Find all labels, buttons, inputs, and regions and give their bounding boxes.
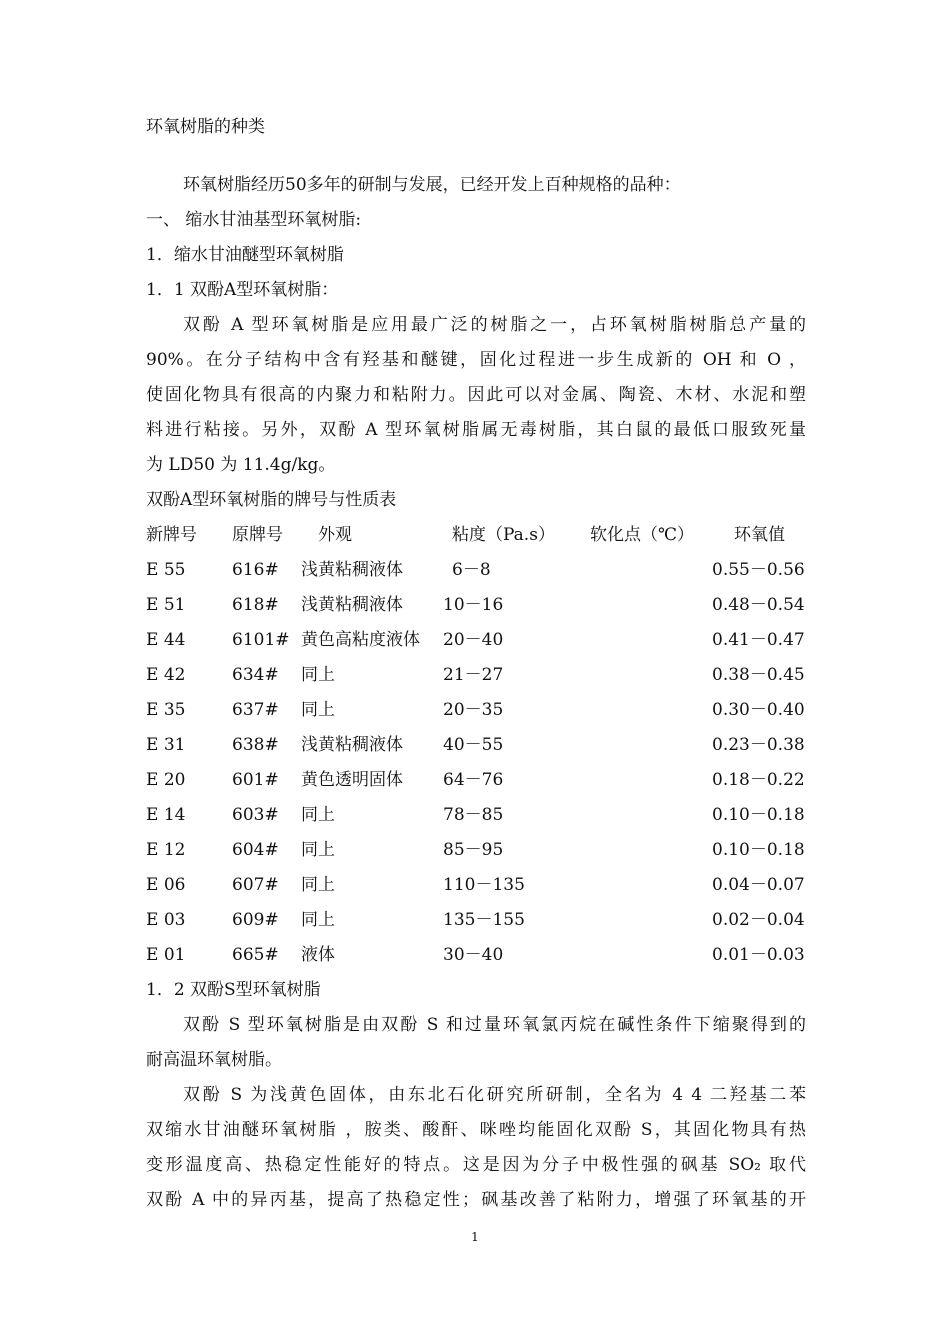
header-cell: 外观 [318, 525, 352, 545]
table-cell: 同上 [301, 875, 335, 895]
table-cell: 135－155 [443, 910, 525, 930]
table-cell: 609# [232, 910, 279, 930]
table-cell: 21－27 [443, 665, 504, 685]
table-row [146, 874, 806, 896]
header-cell: 原牌号 [232, 525, 283, 545]
table-cell: E 55 [146, 560, 186, 580]
table-cell: 0.01－0.03 [712, 945, 805, 965]
table-cell: 同上 [301, 805, 335, 825]
paragraph-line: 双酚 S 为浅黄色固体，由东北石化研究所研制，全名为 4 4 二羟基二苯 [183, 1085, 806, 1105]
table-cell: 6101# [232, 630, 290, 650]
paragraph-line: 耐高温环氧树脂。 [146, 1050, 282, 1070]
table-row [146, 944, 806, 966]
table-caption: 双酚A型环氧树脂的牌号与性质表 [146, 490, 397, 510]
table-cell: 同上 [301, 665, 335, 685]
paragraph-line: 为 LD50 为 11.4g/kg。 [146, 455, 336, 475]
table-cell: 0.18－0.22 [712, 770, 805, 790]
table-cell: 10－16 [443, 595, 504, 615]
table-cell: 78－85 [443, 805, 504, 825]
table-cell: 85－95 [443, 840, 504, 860]
table-cell: 618# [232, 595, 279, 615]
table-cell: 0.02－0.04 [712, 910, 805, 930]
table-cell: 665# [232, 945, 279, 965]
table-cell: E 20 [146, 770, 186, 790]
paragraph-line: 料进行粘接。另外，双酚 A 型环氧树脂属无毒树脂，其白鼠的最低口服致死量 [146, 420, 806, 440]
subsection-heading: 1．缩水甘油醚型环氧树脂 [146, 245, 344, 265]
table-cell: 同上 [301, 910, 335, 930]
table-row [146, 839, 806, 861]
paragraph-line: 双酚 S 型环氧树脂是由双酚 S 和过量环氧氯丙烷在碱性条件下缩聚得到的 [183, 1015, 806, 1035]
table-cell: 浅黄粘稠液体 [301, 560, 403, 580]
table-cell: 同上 [301, 700, 335, 720]
table-cell: E 06 [146, 875, 186, 895]
table-row [146, 804, 806, 826]
table-cell: 604# [232, 840, 279, 860]
header-cell: 环氧值 [734, 525, 785, 545]
page-number: 1 [471, 1230, 479, 1244]
table-cell: 0.48－0.54 [712, 595, 805, 615]
intro-paragraph: 环氧树脂经历50多年的研制与发展，已经开发上百种规格的品种： [183, 175, 681, 195]
subsection-heading: 1．1 双酚A型环氧树脂： [146, 280, 339, 300]
table-cell: 64－76 [443, 770, 504, 790]
table-cell: 638# [232, 735, 279, 755]
table-row [146, 734, 806, 756]
table-cell: 0.23－0.38 [712, 735, 805, 755]
table-cell: 浅黄粘稠液体 [301, 595, 403, 615]
table-cell: E 42 [146, 665, 186, 685]
table-cell: 30－40 [443, 945, 504, 965]
table-cell: 603# [232, 805, 279, 825]
header-cell: 软化点（℃） [590, 525, 695, 545]
header-cell: 新牌号 [146, 525, 197, 545]
table-cell: E 01 [146, 945, 186, 965]
table-cell: 0.30－0.40 [712, 700, 805, 720]
header-cell: 粘度（Pa.s） [452, 525, 555, 545]
table-row [146, 594, 806, 616]
paragraph-line: 双酚 A 型环氧树脂是应用最广泛的树脂之一，占环氧树脂树脂总产量的 [183, 315, 806, 335]
table-cell: 同上 [301, 840, 335, 860]
table-cell: 40－55 [443, 735, 504, 755]
table-cell: E 51 [146, 595, 186, 615]
table-row [146, 559, 806, 581]
table-cell: 0.38－0.45 [712, 665, 805, 685]
table-cell: 0.04－0.07 [712, 875, 805, 895]
table-cell: 0.10－0.18 [712, 840, 805, 860]
table-cell: E 14 [146, 805, 186, 825]
table-cell: 110－135 [443, 875, 525, 895]
document-title: 环氧树脂的种类 [146, 117, 265, 137]
table-cell: 20－35 [443, 700, 504, 720]
paragraph-line: 90%。在分子结构中含有羟基和醚键，固化过程进一步生成新的 OH 和 O ， [146, 350, 806, 370]
paragraph-line: 使固化物具有很高的内聚力和粘附力。因此可以对金属、陶瓷、木材、水泥和塑 [146, 385, 806, 405]
table-cell: 0.10－0.18 [712, 805, 805, 825]
table-cell: 601# [232, 770, 279, 790]
table-row [146, 664, 806, 686]
table-cell: 黄色高粘度液体 [301, 630, 420, 650]
table-cell: 6－8 [452, 560, 491, 580]
table-cell: E 31 [146, 735, 186, 755]
table-row [146, 769, 806, 791]
subsection-heading: 1．2 双酚S型环氧树脂 [146, 980, 321, 1000]
table-cell: 634# [232, 665, 279, 685]
table-cell: 20－40 [443, 630, 504, 650]
table-cell: 616# [232, 560, 279, 580]
table-row [146, 699, 806, 721]
table-header-row [146, 524, 806, 546]
table-cell: 637# [232, 700, 279, 720]
paragraph-line: 双酚 A 中的异丙基，提高了热稳定性；砜基改善了粘附力，增强了环氧基的开 [146, 1190, 806, 1210]
table-cell: E 35 [146, 700, 186, 720]
table-cell: E 44 [146, 630, 186, 650]
table-cell: 0.41－0.47 [712, 630, 805, 650]
table-cell: 0.55－0.56 [712, 560, 805, 580]
table-row [146, 909, 806, 931]
table-cell: E 12 [146, 840, 186, 860]
table-cell: 607# [232, 875, 279, 895]
table-cell: 浅黄粘稠液体 [301, 735, 403, 755]
table-row [146, 629, 806, 651]
table-cell: E 03 [146, 910, 186, 930]
table-cell: 黄色透明固体 [301, 770, 403, 790]
table-cell: 液体 [301, 945, 335, 965]
paragraph-line: 变形温度高、热稳定性能好的特点。这是因为分子中极性强的砜基 SO₂ 取代 [146, 1155, 806, 1175]
paragraph-line: 双缩水甘油醚环氧树脂 ，胺类、酸酐、咪唑均能固化双酚 S，其固化物具有热 [146, 1120, 806, 1140]
section-heading: 一、 缩水甘油基型环氧树脂: [146, 210, 362, 230]
